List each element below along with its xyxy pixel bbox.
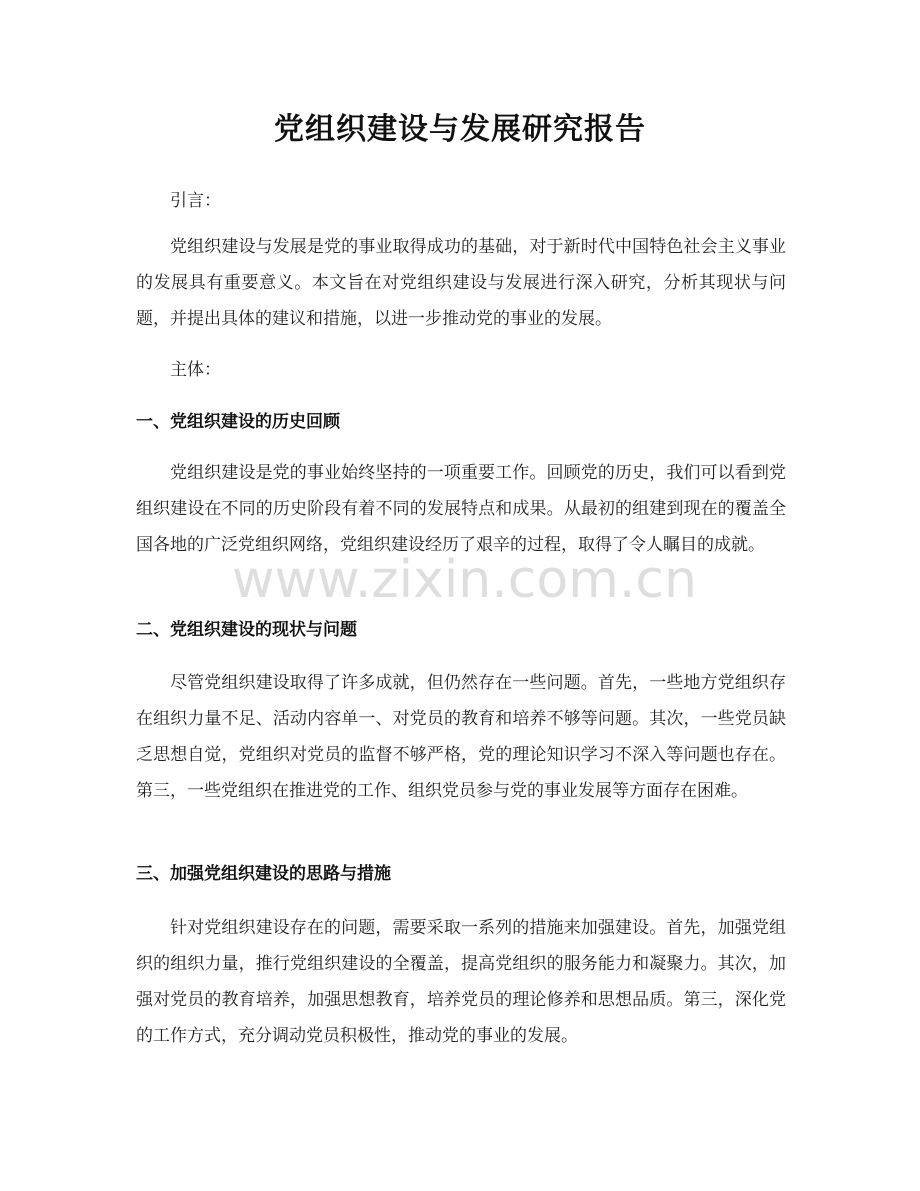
intro-paragraph: 党组织建设与发展是党的事业取得成功的基础，对于新时代中国特色社会主义事业的发展具有重要意义。本文旨在对党组织建设与发展进行深入研究，分析其现状与问题，并提出具体的建议和措施，以进一步推动党的事业的发展。 bbox=[136, 237, 786, 329]
watermark: www.zixin.com.cn bbox=[232, 550, 697, 610]
section-paragraph-2: 尽管党组织建设取得了许多成就，但仍然存在一些问题。首先，一些地方党组织存在组织力量不足、活动内容单一、对党员的教育和培养不够等问题。其次，一些党员缺乏思想自觉，党组织对党员的监督不够严格，党的理论知识学习不深入等问题也存在。第三，一些党组织在推进党的工作、组织党员参与党的事业发展等方面存在困难。 bbox=[136, 673, 786, 801]
section-paragraph-3: 针对党组织建设存在的问题，需要采取一系列的措施来加强建设。首先，加强党组织的组织力量，推行党组织建设的全覆盖，提高党组织的服务能力和凝聚力。其次，加强对党员的教育培养，加强思想教育，培养党员的理论修养和思想品质。第三，深化党的工作方式，充分调动党员积极性，推动党的事业的发展。 bbox=[136, 918, 786, 1046]
section-heading-3: 三、加强党组织建设的思路与措施 bbox=[136, 864, 391, 884]
section-heading-2: 二、党组织建设的现状与问题 bbox=[136, 620, 357, 640]
body-label: 主体： bbox=[170, 360, 221, 380]
intro-label: 引言： bbox=[170, 191, 221, 211]
section-heading-1: 一、党组织建设的历史回顾 bbox=[136, 412, 340, 432]
section-paragraph-1: 党组织建设是党的事业始终坚持的一项重要工作。回顾党的历史，我们可以看到党组织建设在不同的历史阶段有着不同的发展特点和成果。从最初的组建到现在的覆盖全国各地的广泛党组织网络，党组织建设经历了艰辛的过程，取得了令人瞩目的成就。 bbox=[136, 463, 786, 555]
document-title: 党组织建设与发展研究报告 bbox=[274, 112, 646, 147]
